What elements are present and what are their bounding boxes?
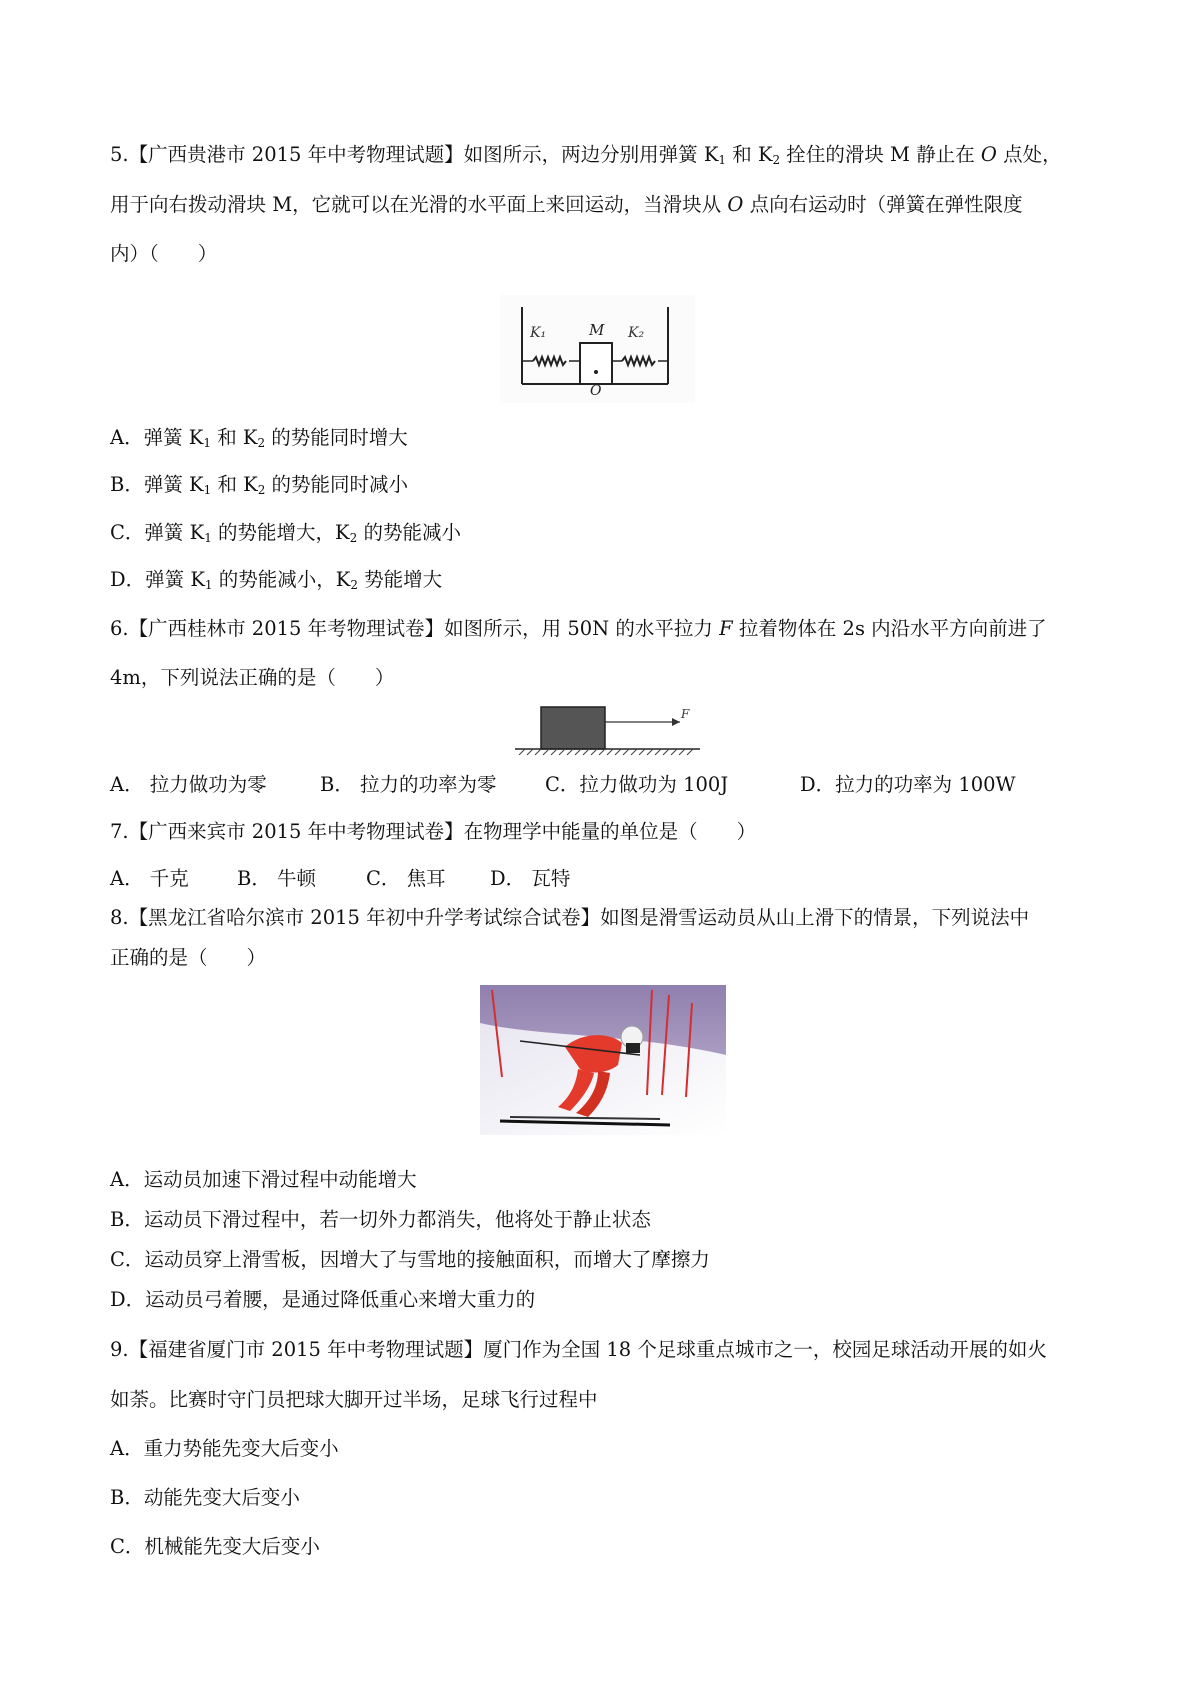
q5-text: 点向右运动时（弹簧在弹性限度 xyxy=(743,193,1023,216)
q5-option-a xyxy=(110,424,408,452)
q5-text: 用于向右拨动滑块 M，它就可以在光滑的水平面上来回运动，当滑块从 xyxy=(110,193,728,216)
subscript: 2 xyxy=(257,436,266,450)
q6-option-b: B． 拉力的功率为零 xyxy=(320,773,497,796)
option-text: 和 K xyxy=(211,473,258,496)
q6-option-c: C．拉力做功为 100J xyxy=(545,773,729,796)
q6-option-a: A． 拉力做功为零 xyxy=(110,773,267,796)
q5-line-3: 内）（ ） xyxy=(110,242,218,265)
point-o-label: O xyxy=(980,143,997,166)
subscript: 1 xyxy=(204,531,212,545)
q5-text: 拴住的滑块 M 静止在 xyxy=(780,143,981,166)
q8-line-2: 正确的是（ ） xyxy=(110,946,267,969)
option-text: 的势能减小，K xyxy=(212,568,351,591)
option-text: 的势能同时减小 xyxy=(265,473,409,496)
subscript: 1 xyxy=(718,153,727,167)
q8-option-d: D．运动员弓着腰，是通过降低重心来增大重力的 xyxy=(110,1288,536,1311)
q7-option-c: C． 焦耳 xyxy=(366,867,446,890)
q8-option-a: A．运动员加速下滑过程中动能增大 xyxy=(110,1168,417,1191)
subscript: 2 xyxy=(350,578,358,592)
q8-option-c: C．运动员穿上滑雪板，因增大了与雪地的接触面积，而增大了摩擦力 xyxy=(110,1248,710,1271)
pull-force-figure xyxy=(515,705,700,755)
subscript: 1 xyxy=(203,483,212,497)
subscript: 1 xyxy=(203,436,211,450)
force-f-label: F xyxy=(719,617,733,640)
q5-line-2 xyxy=(110,191,1023,219)
subscript: 2 xyxy=(257,483,266,497)
q7-option-d: D． 瓦特 xyxy=(490,867,571,890)
q5-option-d xyxy=(110,566,442,594)
q5-option-b xyxy=(110,471,408,499)
q9-option-c: C．机械能先变大后变小 xyxy=(110,1535,320,1558)
point-o-label: O xyxy=(727,193,744,216)
option-text: A．弹簧 K xyxy=(110,426,204,449)
option-text: D．弹簧 K xyxy=(110,568,205,591)
subscript: 2 xyxy=(772,153,781,167)
q5-text: 和 K xyxy=(726,143,773,166)
q9-option-b: B．动能先变大后变小 xyxy=(110,1486,300,1509)
q5-text: 5.【广西贵港市 2015 年中考物理试题】如图所示，两边分别用弹簧 K xyxy=(110,143,719,166)
q8-line-1: 8.【黑龙江省哈尔滨市 2015 年初中升学考试综合试卷】如图是滑雪运动员从山上滑下的情景，下列说法中 xyxy=(110,906,1030,929)
q6-line-2: 4m，下列说法正确的是（ ） xyxy=(110,666,395,689)
q5-line-1 xyxy=(110,141,1062,169)
option-text: 的势能增大，K xyxy=(211,521,350,544)
q7-line-1: 7.【广西来宾市 2015 年中考物理试卷】在物理学中能量的单位是（ ） xyxy=(110,820,757,843)
q8-option-b: B．运动员下滑过程中，若一切外力都消失，他将处于静止状态 xyxy=(110,1208,651,1231)
q7-option-b: B． 牛顿 xyxy=(237,867,317,890)
q9-line-2: 如荼。比赛时守门员把球大脚开过半场，足球飞行过程中 xyxy=(110,1388,598,1411)
o-label: O xyxy=(590,383,602,399)
subscript: 2 xyxy=(349,531,358,545)
option-text: C．弹簧 K xyxy=(110,521,205,544)
f-label: F xyxy=(681,707,690,721)
k1-label: K₁ xyxy=(530,325,547,341)
m-label: M xyxy=(589,321,605,339)
k2-label: K₂ xyxy=(628,325,645,341)
subscript: 1 xyxy=(204,578,213,592)
option-text: 和 K xyxy=(211,426,258,449)
q5-option-c xyxy=(110,519,461,547)
option-text: 势能增大 xyxy=(357,568,443,591)
spring-block-figure xyxy=(500,295,695,403)
q7-option-a: A． 千克 xyxy=(110,867,189,890)
skier-photo xyxy=(480,985,726,1135)
option-text: 的势能同时增大 xyxy=(265,426,408,449)
option-text: B．弹簧 K xyxy=(110,473,204,496)
q6-line-1 xyxy=(110,615,1047,643)
option-text: 的势能减小 xyxy=(357,521,461,544)
q5-text: 点处， xyxy=(996,143,1062,166)
q9-line-1: 9.【福建省厦门市 2015 年中考物理试题】厦门作为全国 18 个足球重点城市之一，校园足球活动开展的如火 xyxy=(110,1338,1047,1361)
q6-text: 拉着物体在 2s 内沿水平方向前进了 xyxy=(732,617,1047,640)
q6-text: 6.【广西桂林市 2015 年考物理试卷】如图所示，用 50N 的水平拉力 xyxy=(110,617,720,640)
q9-option-a: A．重力势能先变大后变小 xyxy=(110,1437,339,1460)
q6-option-d: D．拉力的功率为 100W xyxy=(800,773,1016,796)
